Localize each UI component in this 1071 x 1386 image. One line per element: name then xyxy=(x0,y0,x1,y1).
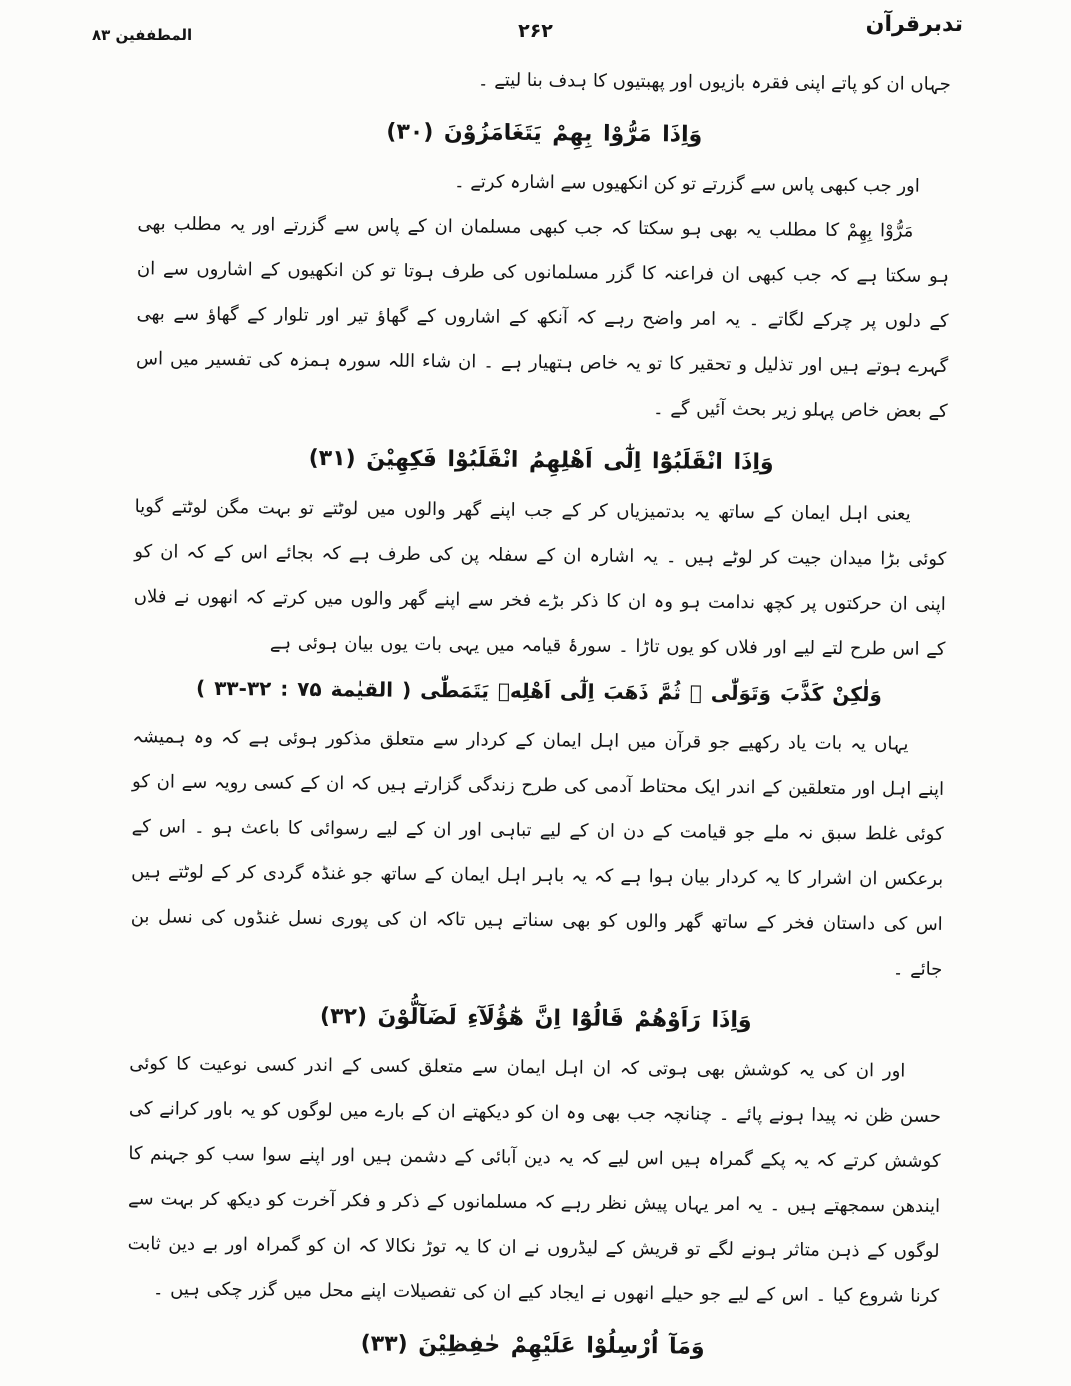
commentary-paragraph-3: یہاں یہ بات یاد رکھیے جو قرآن میں اہل ایمان کے کردار سے متعلق مذکور ہوئی ہے کہ وہ ہمیشہ اپنے اہل اور متعلقین کے اندر ایک محتاط آدمی کی طرح زندگی گزارتے ہیں کہ ان کے کسی رویہ سے ان کو کوئی غلط سبق نہ ملے جو قیامت کے دن ان کے لیے تباہی اور ان کے لیے رسوائی کا باعث ہو ۔ اس کے برعکس ان اشرار کا یہ کردار بیان ہوا ہے کہ یہ باہر اہل ایمان کے ساتھ جو غنڈہ گردی کر کے لوٹتے ہیں اس کی داستان فخر کے ساتھ گھر والوں کو بھی سناتے ہیں تاکہ ان کی پوری نسل غنڈوں کی نسل بن جائے ۔ xyxy=(130,725,945,980)
quran-verse-32: وَاِذَا رَاَوْهُمْ قَالُوْٓا اِنَّ هٰٓؤُلَآءِ لَضَآلُّوْنَ (۳۲) xyxy=(319,1003,752,1033)
quran-verse-33: وَمَآ اُرْسِلُوْا عَلَيْهِمْ حٰفِظِيْنَ (۳۳) xyxy=(360,1331,705,1360)
page-number: ۲۶۲ xyxy=(518,20,553,42)
verse-30-translation: اور جب کبھی پاس سے گزرتے تو کن انکھیوں سے اشارہ کرتے ۔ xyxy=(453,171,920,198)
surah-reference: المطففین ۸۳ xyxy=(92,26,193,44)
continuation-line: جہاں ان کو پاتے اپنی فقرہ بازیوں اور پھبتیوں کا ہدف بنا لیتے ۔ xyxy=(477,69,951,95)
page-header xyxy=(0,10,1071,54)
page-body-text xyxy=(126,54,951,1376)
commentary-paragraph-1: مَرُّوْا بِهِمْ کا مطلب یہ بھی ہو سکتا کہ جب کبھی مسلمان ان کے پاس سے گزرتے اور یہ مطلب بھی ہو سکتا ہے کہ جب کبھی ان فراعنہ کا گزر مسلمانوں کی طرف ہوتا تو کن انکھیوں کے اشاروں سے ان کے دلوں پر چرکے لگاتے ۔ یہ امر واضح رہے کہ آنکھ کے اشاروں کے گھاؤ تیر اور تلوار کے گھاؤ سے بھی گہرے ہوتے ہیں اور تذلیل و تحقیر کا تو یہ خاص ہتھیار ہے ۔ ان شاء اللہ سورہ ہمزہ کی تفسیر میں اس کے بعض خاص پہلو زیر بحث آئیں گے ۔ xyxy=(136,213,950,423)
commentary-paragraph-4: اور ان کی یہ کوشش بھی ہوتی کہ ان اہل ایمان سے متعلق کسی کے اندر کسی نوعیت کا کوئی حسن ظن نہ پیدا ہونے پائے ۔ چنانچہ جب بھی وہ ان کو دیکھتے ان کے بارے میں لوگوں کو یہ باور کرانے کی کوشش کرتے کہ یہ پکے گمراہ ہیں اس لیے کہ یہ دین آبائی کے دشمن ہیں اور اپنے سوا سب کو جہنم کا ایندھن سمجھتے ہیں ۔ یہ امر یہاں پیش نظر رہے کہ مسلمانوں کے ذکر و فکر آخرت کو دیکھ کر بہت سے لوگوں کے ذہن متاثر ہونے لگے تو قریش کے لیڈروں نے ان کا یہ توڑ نکالا کہ ان کو گمراہ اور بے دین ثابت کرنا شروع کیا ۔ اس کے لیے جو حیلے انھوں نے ایجاد کیے ان کی تفصیلات اپنے محل میں گزر چکی ہیں ۔ xyxy=(127,1053,941,1308)
quran-verse-30: وَاِذَا مَرُّوْا بِهِمْ يَتَغَامَزُوْنَ (۳۰) xyxy=(386,119,703,148)
quran-quote-qiyamah: وَلٰكِنْ كَذَّبَ وَتَوَلّٰى ۙ ثُمَّ ذَهَبَ اِلٰٓى اَهْلِهٖ يَتَمَطّٰى ( القیٰمة ۷۵ : ۳۲-۳۳ ) xyxy=(195,675,882,707)
quran-verse-31: وَاِذَا انْقَلَبُوْٓا اِلٰٓى اَهْلِهِمُ انْقَلَبُوْا فَكِهِيْنَ (۳۱) xyxy=(308,446,774,476)
book-title: تدبرقرآن xyxy=(865,12,963,37)
commentary-paragraph-2: یعنی اہل ایمان کے ساتھ یہ بدتمیزیاں کر کے جب اپنے گھر والوں میں لوٹتے تو بہت مگن لوٹتے گویا کوئی بڑا میدان جیت کر لوٹے ہیں ۔ یہ اشارہ ان کے سفلہ پن کی طرف ہے کہ بجائے اس کے کہ ان کو اپنی ان حرکتوں پر کچھ ندامت ہو وہ ان کا ذکر بڑے فخر سے اپنے گھر والوں میں کرتے کہ انھوں نے فلاں کے اس طرح لتے لیے اور فلاں کو یوں تاڑا ۔ سورۂ قیامہ میں یہی بات یوں بیان ہوئی ہے xyxy=(133,495,947,660)
